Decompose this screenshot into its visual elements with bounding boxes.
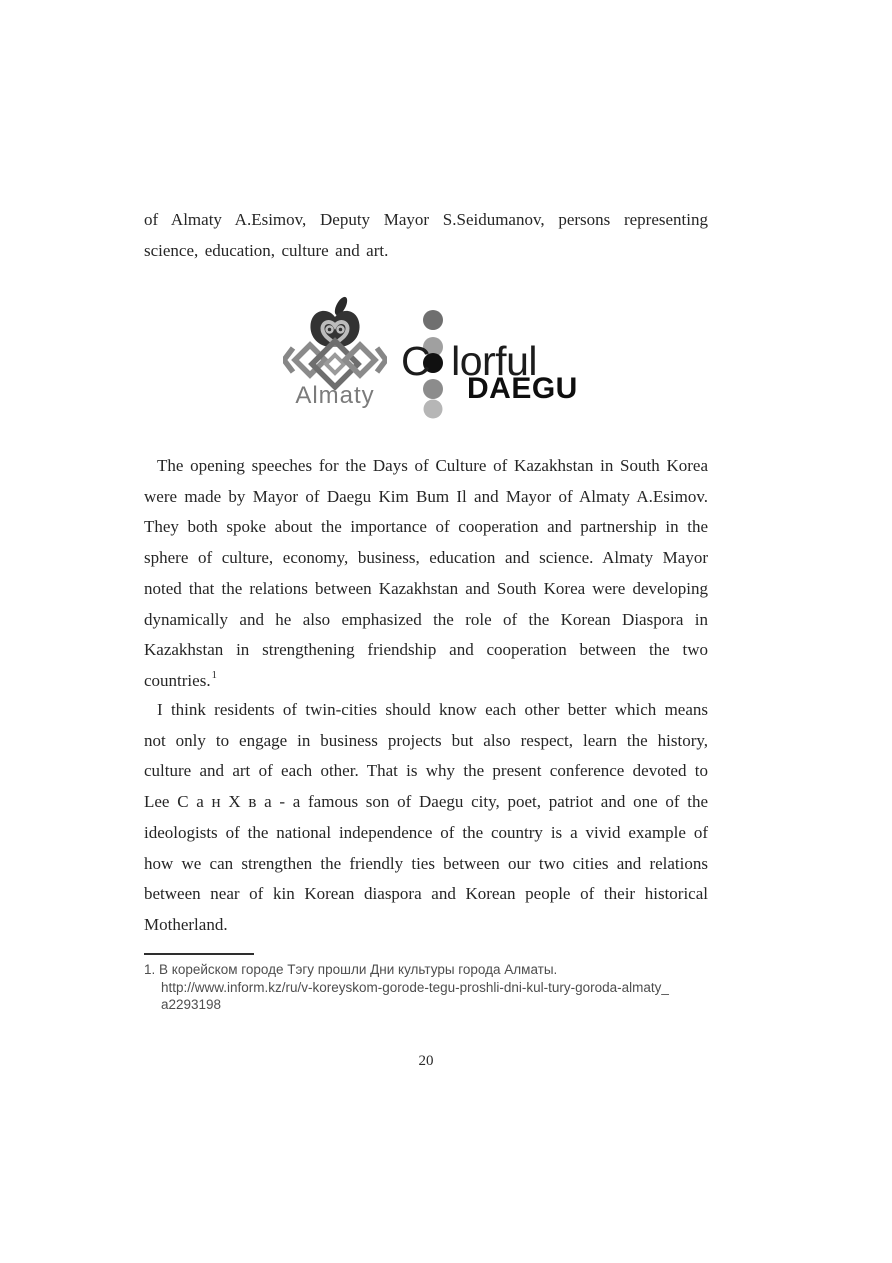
footnote-text: В корейском городе Тэгу прошли Дни культуры города Алматы. bbox=[159, 962, 558, 977]
footnote-line bbox=[144, 961, 708, 979]
almaty-emblem-icon bbox=[283, 296, 387, 390]
daegu-wordmark: DAEGU bbox=[467, 372, 578, 405]
body-paragraph-2 bbox=[144, 451, 708, 697]
almaty-logo bbox=[283, 296, 387, 418]
diamond-ornament-icon bbox=[284, 341, 386, 387]
body-paragraph-3 bbox=[144, 695, 708, 941]
colorful-wordmark: C lorful bbox=[401, 338, 537, 384]
paragraph-text: of Almaty A.Esimov, Deputy Mayor S.Seidumanov, persons representing science, education, culture and art. bbox=[144, 210, 708, 260]
footnote-reference: 1 bbox=[211, 670, 217, 682]
footnote-url: http://www.inform.kz/ru/v-koreyskom-gorode-tegu-proshli-dni-kul-tury-goroda-almaty_ a2293198 bbox=[161, 979, 669, 1012]
paragraph-text: The opening speeches for the Days of Culture of Kazakhstan in South Korea were made by Mayor of Daegu Kim Bum Il and Mayor of Almaty A.Esimov. They both spoke about the importance of cooperation and partnership in the sphere of culture, economy, business, education and science. Almaty Mayor noted that the relations between Kazakhstan and South Korea were developing dynamically and he also emphasized the role of the Korean Diaspora in Kazakhstan in strengthening friendship and cooperation between the two countries. bbox=[144, 456, 708, 690]
footnote-divider bbox=[144, 953, 254, 955]
footnote bbox=[144, 961, 708, 1014]
paragraph-text: I think residents of twin-cities should know each other better which means not only to engage in business projects but also respect, learn the history, culture and art of each other. That is why the present conference devoted to Lee С а н Х в а - a famous son of Daegu city, poet, patriot and one of the ideologists of the national independence of the country is a vivid example of how we can strengthen the friendly ties between our two cities and relations between near of kin Korean diaspora and Korean people of their historical Motherland. bbox=[144, 700, 708, 934]
page-number: 20 bbox=[418, 1053, 434, 1069]
body-paragraph-1 bbox=[144, 205, 708, 266]
colorful-daegu-logo bbox=[399, 300, 594, 422]
footnote-marker: 1. bbox=[144, 962, 156, 977]
almaty-logo-label: Almaty bbox=[295, 382, 375, 409]
